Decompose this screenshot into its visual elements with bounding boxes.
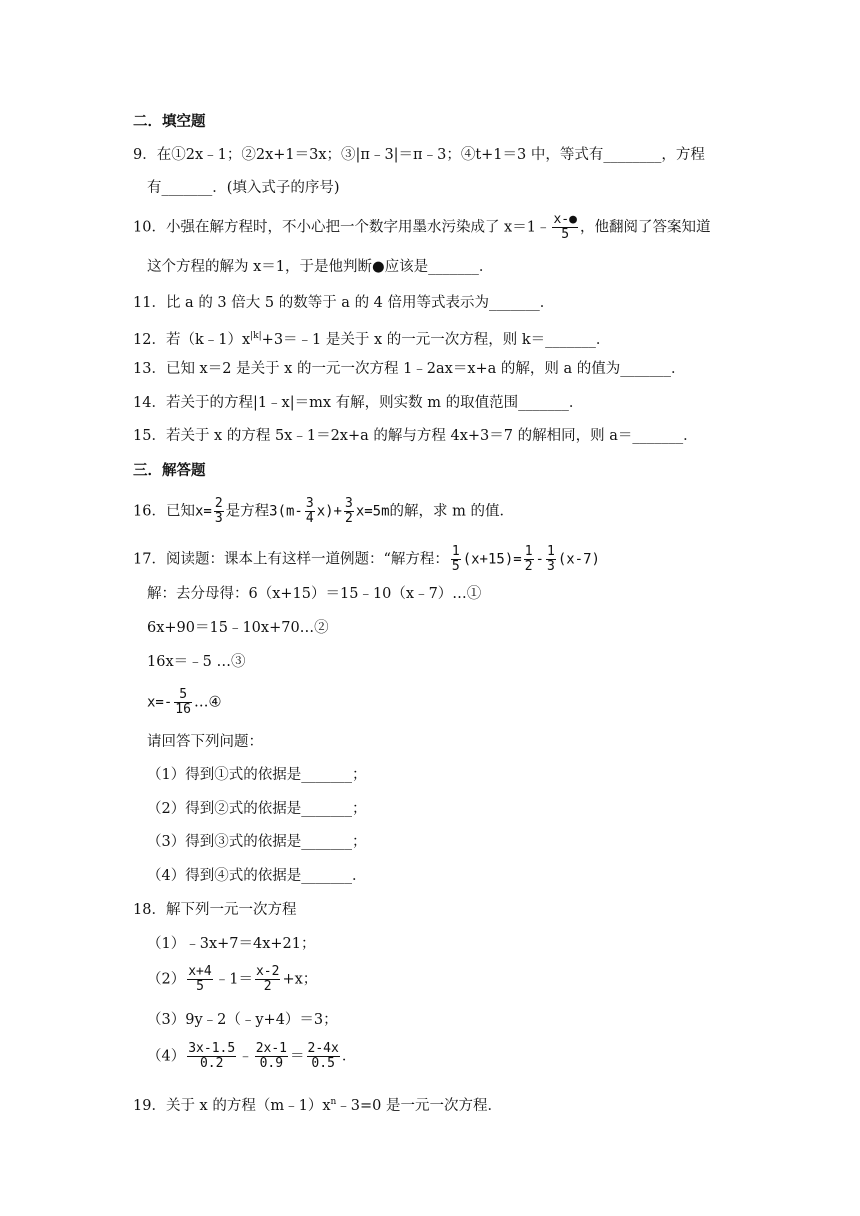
q16-eq-b: x)+ <box>316 503 342 520</box>
q19-pre: 19．关于 x 的方程（m﹣1）x <box>133 1098 331 1114</box>
q17-step4-post: …④ <box>193 694 222 711</box>
q10-text-post: ，他翻阅了答案知道 <box>579 219 711 236</box>
q16-frac2-num: 3 <box>305 496 314 511</box>
q17-answer1: （1）得到①式的依据是_______； <box>147 767 367 783</box>
q17-frac1 <box>451 545 461 574</box>
q17-frac1-num: 1 <box>451 544 460 559</box>
q12-post: +3＝﹣1 是关于 x 的一元一次方程，则 k＝_______． <box>261 332 611 348</box>
q17-frac2-den: 2 <box>524 559 533 574</box>
q17-frac2 <box>524 545 534 574</box>
q16-frac1-num: 2 <box>214 496 223 511</box>
q16-eq-a: 3(m- <box>269 503 303 520</box>
q9-line2: 有_______．(填入式子的序号) <box>147 180 340 196</box>
q17-answer4: （4）得到④式的依据是_______． <box>147 868 367 884</box>
q17-eq-b: - <box>535 551 544 568</box>
q18-p2-frac1 <box>187 965 212 994</box>
q18-p2-frac2 <box>255 965 280 994</box>
q19-exponent: n <box>330 1097 337 1107</box>
q18-p4-m2: ＝ <box>290 1048 305 1065</box>
q17-answer2: （2）得到②式的依据是_______； <box>147 801 367 817</box>
q10-line1 <box>133 213 710 242</box>
q18-part4 <box>147 1042 356 1071</box>
q16-frac3-den: 2 <box>344 511 353 526</box>
q18-part2 <box>147 965 317 994</box>
q18-p4-frac2-den: 0.9 <box>259 1056 284 1071</box>
q17-frac3-den: 3 <box>546 559 555 574</box>
q18-p2-mid: ﹣1＝ <box>214 971 253 988</box>
q14: 14．若关于的方程|1﹣x|＝mx 有解，则实数 m 的取值范围_______． <box>133 395 584 411</box>
q11: 11．比 a 的 3 倍大 5 的数等于 a 的 4 倍用等式表示为_______． <box>133 295 555 311</box>
q18-p4-pre: （4） <box>147 1048 186 1065</box>
q18-p2-pre: （2） <box>147 971 186 988</box>
q18-p2-frac2-num: x-2 <box>255 964 280 979</box>
q9-line1: 9．在①2x﹣1；②2x+1＝3x；③|π﹣3|＝π﹣3；④t+1＝3 中，等式有________，方程 <box>133 147 705 163</box>
q18-p2-frac1-den: 5 <box>196 979 204 994</box>
q16-post: 的解，求 m 的值． <box>389 503 514 520</box>
q13: 13．已知 x＝2 是关于 x 的一元一次方程 1﹣2ax＝x+a 的解，则 a 的值为_______． <box>133 361 686 377</box>
q18-p4-frac1 <box>187 1042 236 1071</box>
q18-p2-frac1-num: x+4 <box>188 964 212 979</box>
q19-post: ﹣3=0 是一元一次方程． <box>336 1098 503 1114</box>
q17-frac1-den: 5 <box>451 559 460 574</box>
q17-step4-den: 16 <box>175 702 191 717</box>
q16-mid: 是方程 <box>225 503 270 520</box>
q17-step2: 6x+90＝15﹣10x+70…② <box>147 620 329 636</box>
section-heading-solutions: 三．解答题 <box>133 462 206 479</box>
q12-exponent: |k| <box>250 331 262 341</box>
q15: 15．若关于 x 的方程 5x﹣1＝2x+a 的解与方程 4x+3＝7 的解相同，则 a＝_______． <box>133 428 698 444</box>
q12 <box>133 326 610 350</box>
q16-frac3-num: 3 <box>344 496 353 511</box>
q18-p4-post: ． <box>341 1048 357 1065</box>
q17-frac3-num: 1 <box>546 544 555 559</box>
q17-step3: 16x＝﹣5 …③ <box>147 654 246 670</box>
q18-part1: （1）﹣3x+7＝4x+21； <box>147 936 316 952</box>
q18-p4-frac1-den: 0.2 <box>199 1056 224 1071</box>
q16-pre: 16．已知 <box>133 503 195 520</box>
q10-text-pre: 10．小强在解方程时，不小心把一个数字用墨水污染成了 x＝1﹣ <box>133 219 551 236</box>
q17-pre: 17．阅读题：课本上有这样一道例题：“解方程： <box>133 551 449 568</box>
q17-step1: 解：去分母得：6（x+15）＝15﹣10（x﹣7）…① <box>147 586 482 602</box>
q16 <box>133 497 514 526</box>
q18-title: 18．解下列一元一次方程 <box>133 902 297 918</box>
q10-fraction <box>552 213 577 242</box>
q10-frac-num: x-● <box>553 212 577 227</box>
q18-p4-frac1-num: 3x-1.5 <box>188 1041 236 1056</box>
q19 <box>133 1092 502 1116</box>
q17-answer3: （3）得到③式的依据是_______； <box>147 834 367 850</box>
q10-frac-den: 5 <box>561 227 570 242</box>
q17-eq-c: (x-7) <box>557 551 600 568</box>
q12-pre: 12．若（k﹣1）x <box>133 332 251 348</box>
q17-eq-a: (x+15)= <box>462 551 522 568</box>
q16-eq-c: x=5m <box>355 503 390 520</box>
section-heading-fill-in: 二．填空题 <box>133 113 206 130</box>
q17-step4-pre: x=- <box>147 694 173 711</box>
q16-frac2 <box>305 497 315 526</box>
q17-frac3 <box>546 545 556 574</box>
q16-frac2-den: 4 <box>305 511 314 526</box>
q16-frac1-den: 3 <box>214 511 223 526</box>
q16-frac3 <box>344 497 354 526</box>
q17-step4 <box>147 688 221 717</box>
q10-line2: 这个方程的解为 x＝1，于是他判断●应该是_______． <box>147 259 494 275</box>
q18-p4-frac2 <box>255 1042 288 1071</box>
q18-p4-m1: ﹣ <box>238 1048 253 1065</box>
q18-p4-frac3 <box>307 1042 340 1071</box>
q16-frac1 <box>214 497 224 526</box>
q18-p4-frac2-num: 2x-1 <box>255 1041 288 1056</box>
q17-frac2-num: 1 <box>524 544 533 559</box>
q17-line1 <box>133 545 600 574</box>
q17-step4-frac <box>174 688 192 717</box>
q17-prompt: 请回答下列问题： <box>147 734 263 750</box>
q18-p4-frac3-den: 0.5 <box>311 1056 335 1071</box>
q18-p2-post: +x； <box>282 971 318 988</box>
q18-part3: （3）9y﹣2（﹣y+4）＝3； <box>147 1012 338 1028</box>
q18-p2-frac2-den: 2 <box>263 979 272 994</box>
q18-p4-frac3-num: 2-4x <box>307 1041 339 1056</box>
q17-step4-num: 5 <box>174 688 192 703</box>
q16-x-eq: x= <box>194 503 212 520</box>
